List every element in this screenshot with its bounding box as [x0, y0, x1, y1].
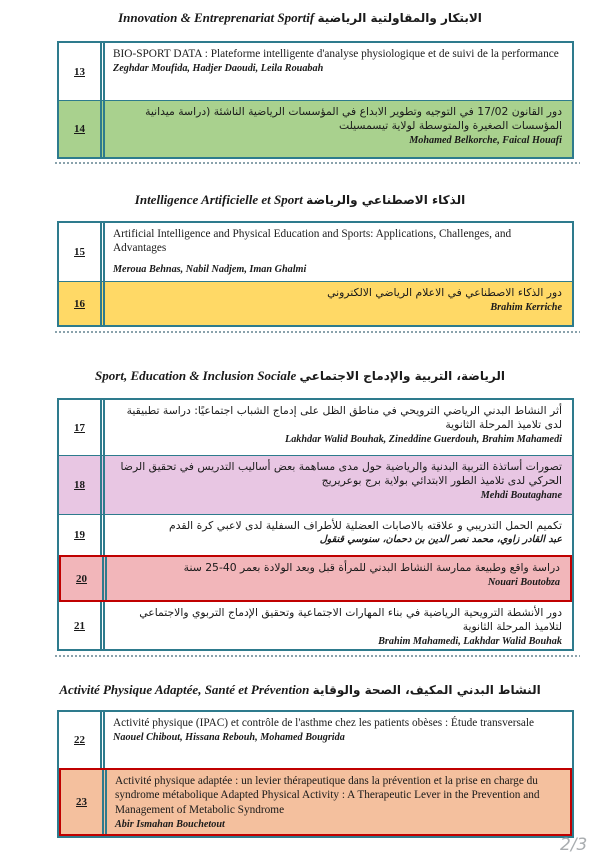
- row-authors: Zeghdar Moufida, Hadjer Daoudi, Leila Rouabah: [113, 63, 324, 75]
- row-authors: Brahim Kerriche: [490, 302, 562, 314]
- row-content-cell: [107, 557, 570, 600]
- section-title-arabic: الذكاء الاصطناعي والرياضة: [306, 193, 466, 207]
- section-title-latin: Activité Physique Adaptée, Santé et Prévention: [59, 682, 310, 697]
- table-row: [59, 100, 572, 157]
- section-title-latin: Innovation & Entreprenariat Sportif: [118, 10, 315, 25]
- row-number: 21: [74, 619, 85, 632]
- row-number-cell: [61, 557, 107, 600]
- row-content-cell: [107, 770, 570, 834]
- row-title: دور الذكاء الاصطناعي في الاعلام الرياضي الالكتروني: [327, 286, 562, 299]
- table-row: [59, 712, 572, 768]
- table-row: [59, 455, 572, 514]
- row-title: دراسة واقع وطبيعة ممارسة النشاط البدني للمرأة قبل وبعد الولادة بعمر 40-25 سنة: [183, 561, 560, 574]
- table-row: [59, 400, 572, 455]
- table-row: [59, 602, 572, 649]
- row-authors: Mohamed Belkorche, Faical Houafi: [409, 135, 562, 147]
- row-number-cell: [59, 515, 105, 555]
- row-number: 15: [74, 246, 85, 258]
- page-number: 2/3: [560, 835, 588, 855]
- row-number: 16: [74, 297, 85, 310]
- row-content-cell: [105, 712, 572, 768]
- row-content-cell: [105, 282, 572, 325]
- row-number-cell: [59, 602, 105, 649]
- section-title-arabic: الرياضة، التربية والإدماج الاجتماعي: [299, 369, 505, 383]
- row-number: 14: [74, 123, 85, 135]
- row-authors: Brahim Mahamedi, Lakhdar Walid Bouhak: [378, 636, 562, 648]
- row-title: دور الأنشطة الترويحية الرياضية في بناء المهارات الاجتماعية وتحقيق الإدماج التربوي والاجتماعي لتلاميذ المرحلة الثانوية: [139, 606, 562, 634]
- row-content-cell: [105, 456, 572, 514]
- table-row: [59, 281, 572, 325]
- section-title-latin: Intelligence Artificielle et Sport: [134, 192, 303, 207]
- session-table-innovation: [57, 41, 574, 159]
- section-title-sport-education: [0, 368, 600, 384]
- row-authors: Abir Ismahan Bouchetout: [115, 819, 225, 831]
- section-title-arabic: النشاط البدني المكيف، الصحة والوقاية: [312, 683, 541, 697]
- section-title-ai-sport: [0, 192, 600, 208]
- row-title: Activité physique adaptée : un levier thérapeutique dans la prévention et la prise en charge du syndrome métabolique Adapted Physical Activity : A Therapeutic Lever in the Prevention and Management of Metabolic Syndrome: [115, 775, 540, 816]
- row-number-cell: [59, 456, 105, 514]
- row-title: تكميم الحمل التدريبي و علاقته بالاصابات العضلية للأطراف السفلية لدى لاعبي كرة القدم: [169, 519, 562, 532]
- section-divider: [55, 331, 580, 333]
- row-authors: Mehdi Boutaghane: [480, 490, 562, 502]
- row-number: 19: [74, 529, 85, 541]
- section-title-latin: Sport, Education & Inclusion Sociale: [95, 368, 297, 383]
- row-number: 13: [74, 65, 85, 78]
- row-number-cell: [59, 101, 105, 157]
- row-number-cell: [59, 43, 105, 100]
- row-content-cell: [105, 602, 572, 649]
- row-authors: Nouari Boutobza: [487, 577, 560, 589]
- row-number: 18: [74, 479, 85, 491]
- row-title: BIO-SPORT DATA : Plateforme intelligente d'analyse physiologique et de suivi de la performance: [113, 48, 559, 60]
- row-content-cell: [105, 223, 572, 281]
- session-table-apa-sante: [57, 710, 574, 838]
- row-title: أثر النشاط البدني الرياضي الترويحي في مناطق الظل على إدماج الشباب اجتماعيًا: دراسة تطبيقية لدى تلاميذ المرحلة الثانوية: [126, 404, 562, 432]
- table-row-highlighted: [59, 768, 572, 836]
- row-number-cell: [59, 223, 105, 281]
- row-number: 20: [76, 572, 87, 585]
- row-content-cell: [105, 43, 572, 100]
- row-number: 23: [76, 796, 87, 808]
- row-content-cell: [105, 101, 572, 157]
- row-title: تصورات أساتذة التربية البدنية والرياضية حول مدى مساهمة بعض أساليب التدريس في تحقيق الرضا الحركي لدى تلاميذ الطور الابتدائي بولاية برج بوعريريج: [120, 460, 562, 488]
- table-row: [59, 43, 572, 100]
- section-title-arabic: الابتكار والمقاولتية الرياضية: [317, 11, 482, 25]
- row-number: 17: [74, 421, 85, 434]
- table-row: [59, 514, 572, 555]
- row-number-cell: [59, 282, 105, 325]
- session-table-ai-sport: [57, 221, 574, 327]
- row-number-cell: [59, 400, 105, 455]
- section-divider: [55, 655, 580, 657]
- row-authors: عبد القادر زاوي، محمد نصر الدين بن دحمان، سنوسي قنقول: [319, 534, 562, 546]
- row-title: Artificial Intelligence and Physical Education and Sports: Applications, Challenges, and Advantages: [113, 228, 512, 255]
- row-title: Activité physique (IPAC) et contrôle de l'asthme chez les patients obèses : Étude transversale: [113, 717, 535, 729]
- row-content-cell: [105, 400, 572, 455]
- row-title: دور القانون 17/02 في التوجيه وتطوير الابداع في المؤسسات الرياضية الناشئة (دراسة ميدانية المؤسسات الصغيرة والمتوسطة لولاية تيسمسيلت: [145, 105, 562, 133]
- session-table-sport-education: [57, 398, 574, 651]
- row-authors: Lakhdar Walid Bouhak, Zineddine Guerdouh, Brahim Mahamedi: [284, 434, 562, 446]
- table-row-highlighted: [59, 555, 572, 602]
- section-title-innovation: [0, 10, 600, 26]
- row-number: 22: [74, 734, 85, 746]
- table-row: [59, 223, 572, 281]
- section-divider: [55, 162, 580, 164]
- row-number-cell: [59, 712, 105, 768]
- section-title-apa-sante: [0, 682, 600, 698]
- row-authors: Meroua Behnas, Nabil Nadjem, Iman Ghalmi: [113, 263, 307, 275]
- row-number-cell: [61, 770, 107, 834]
- row-authors: Naouel Chibout, Hissana Rebouh, Mohamed Bougrida: [113, 732, 345, 744]
- row-content-cell: [105, 515, 572, 555]
